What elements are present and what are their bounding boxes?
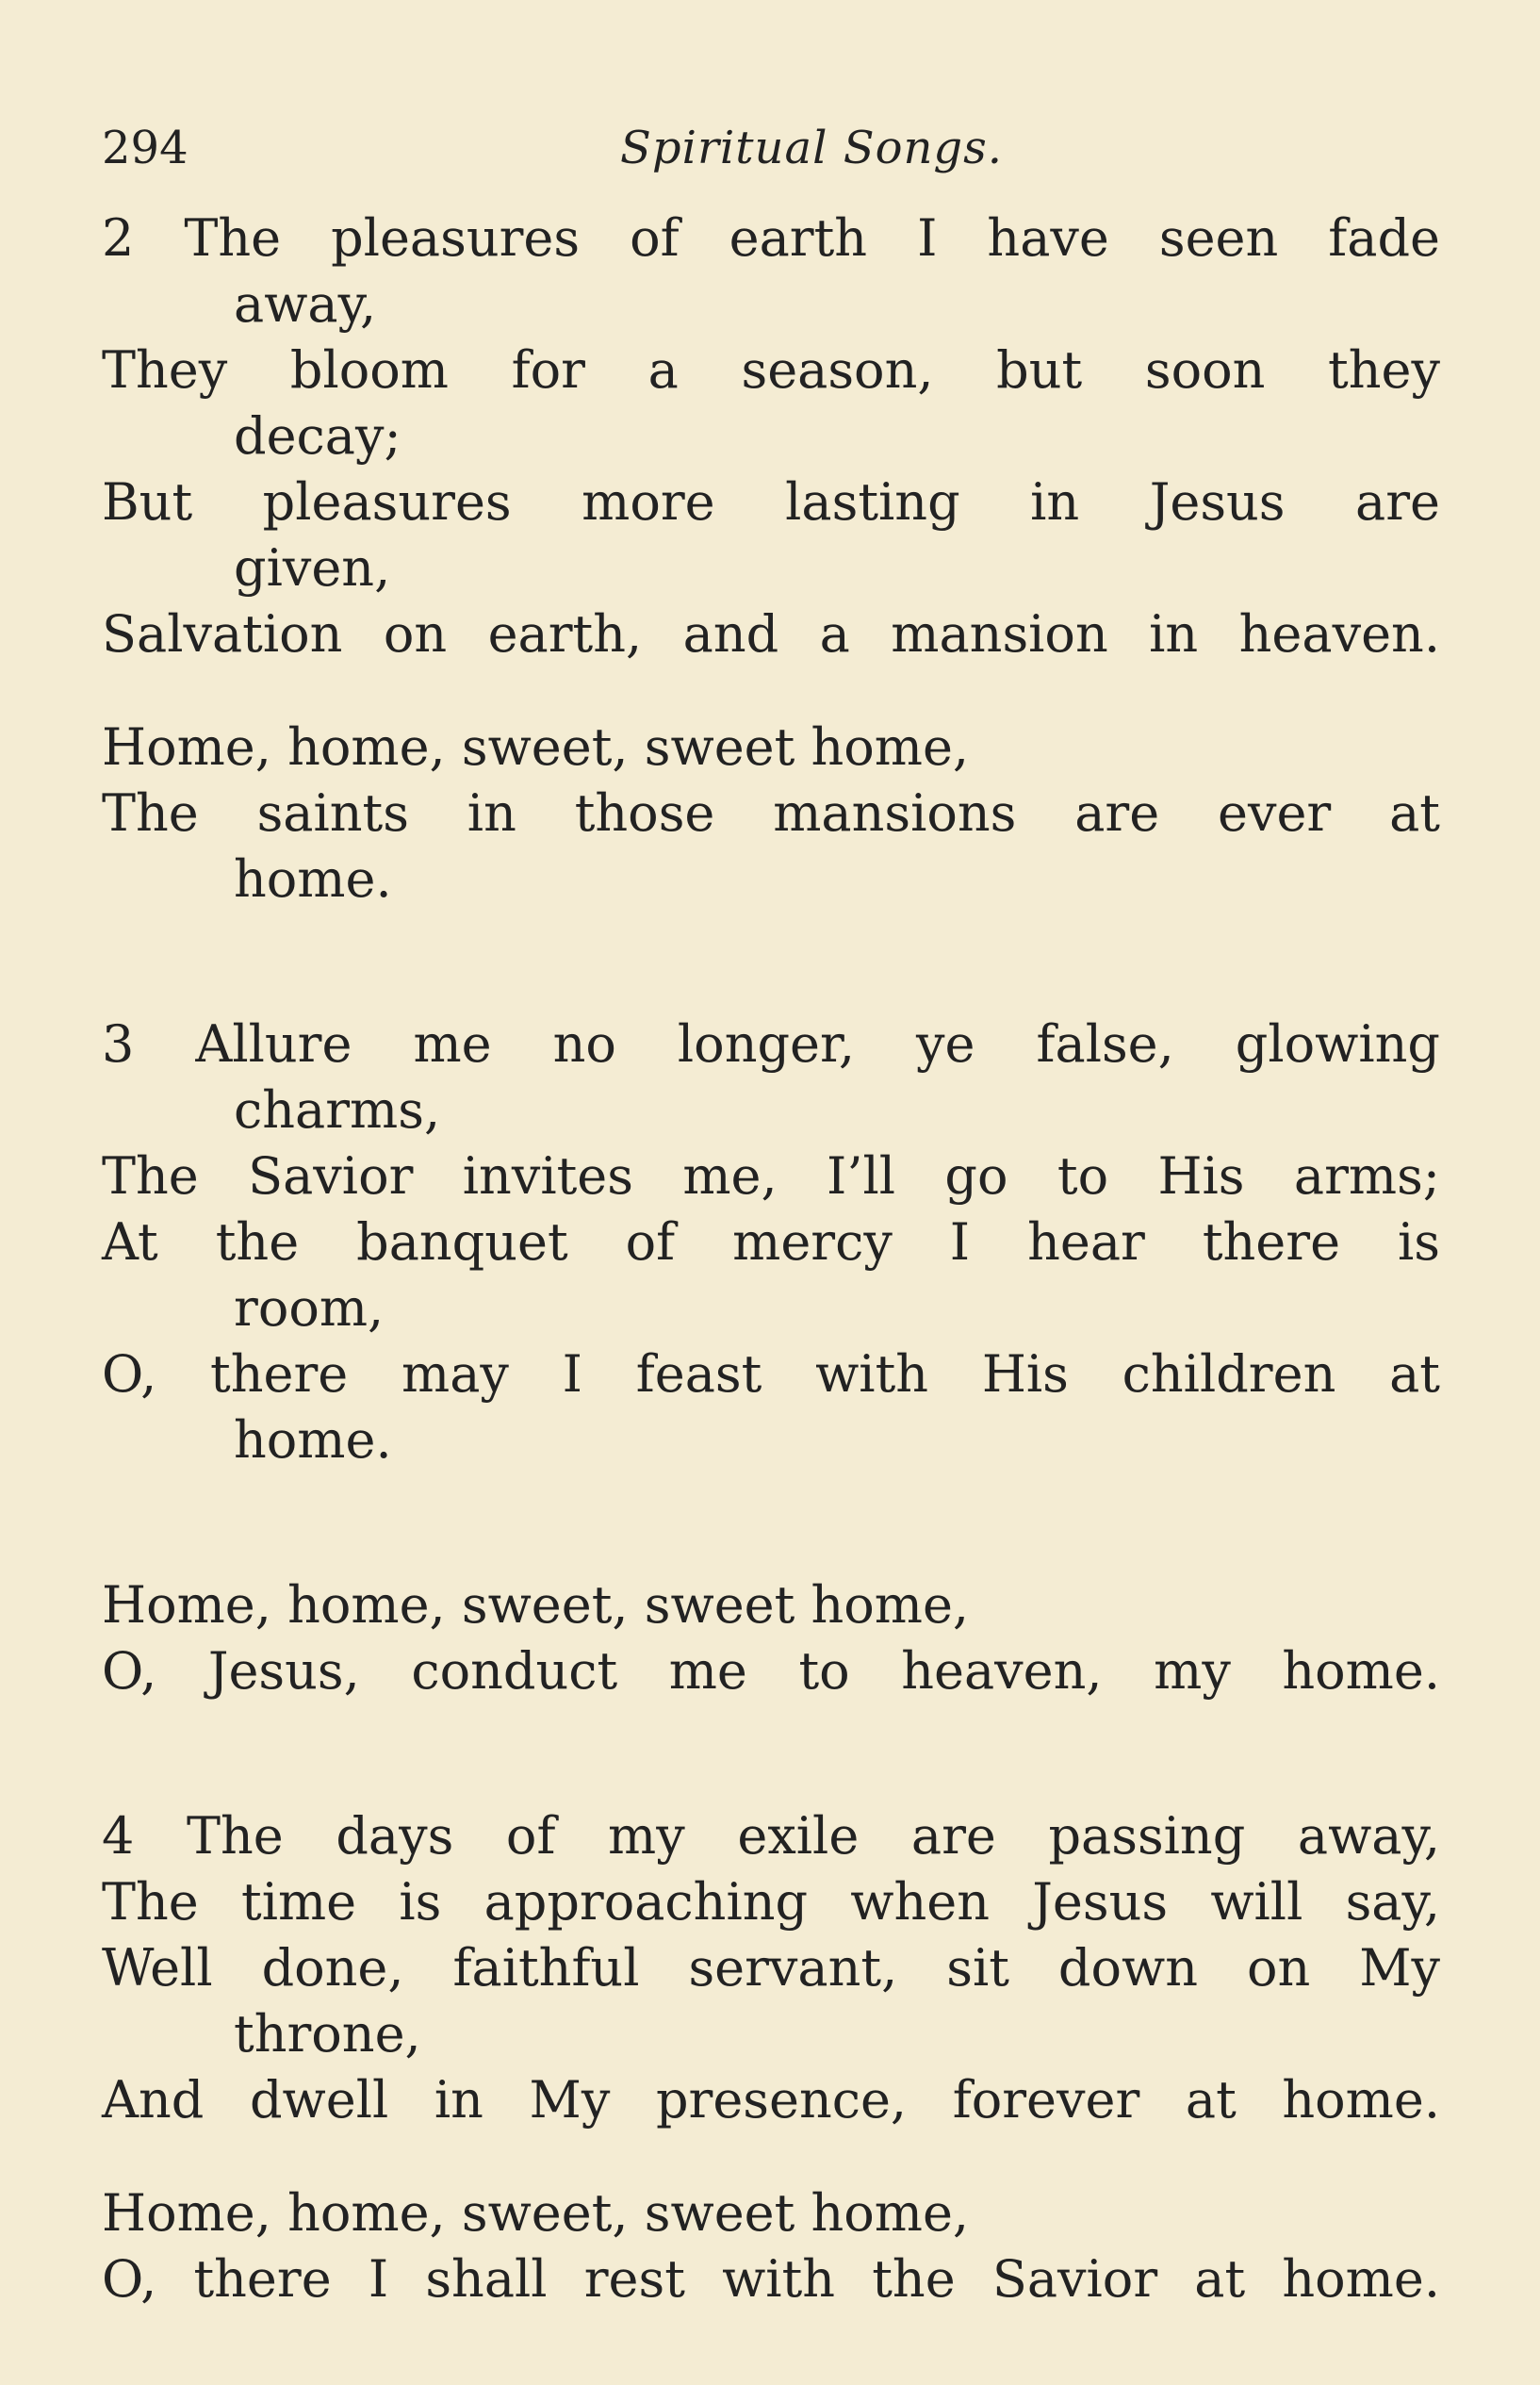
chorus-2	[102, 1572, 1440, 1704]
chorus-line: The saints in those mansions are ever at	[102, 783, 1440, 843]
chorus-line: home.	[234, 849, 392, 909]
stanza-line: home.	[234, 1410, 392, 1470]
chorus-line: O, there I shall rest with the Savior at home.	[102, 2249, 1440, 2309]
running-title: Spiritual Songs.	[620, 122, 1003, 174]
stanza-line: 2 The pleasures of earth I have seen fade	[102, 208, 1440, 268]
stanza-line: They bloom for a season, but soon they	[102, 340, 1440, 400]
stanza-line: And dwell in My presence, forever at home.	[102, 2070, 1440, 2130]
page-number: 294	[102, 122, 188, 174]
stanza-line: But pleasures more lasting in Jesus are	[102, 472, 1440, 532]
stanza-line: room,	[234, 1278, 385, 1338]
chorus-line: Home, home, sweet, sweet home,	[102, 1575, 970, 1635]
page-header	[102, 115, 1440, 181]
stanza-line: 4 The days of my exile are passing away,	[102, 1806, 1440, 1866]
stanza-line: Salvation on earth, and a mansion in heaven.	[102, 604, 1440, 664]
stanza-line: given,	[234, 538, 391, 598]
hymn-text	[102, 206, 1440, 2312]
chorus-line: O, Jesus, conduct me to heaven, my home.	[102, 1641, 1440, 1701]
stanza-line: away,	[234, 274, 377, 334]
stanza-line: O, there may I feast with His children at	[102, 1344, 1440, 1404]
stanza-line: charms,	[234, 1080, 441, 1140]
stanza-line: The time is approaching when Jesus will say,	[102, 1872, 1440, 1932]
stanza-line: The Savior invites me, I’ll go to His arms;	[102, 1146, 1440, 1206]
stanza-line: Well done, faithful servant, sit down on My	[102, 1938, 1440, 1998]
stanza-line: decay;	[234, 406, 401, 466]
chorus-line: Home, home, sweet, sweet home,	[102, 717, 970, 777]
stanza-line: throne,	[234, 2004, 421, 2064]
chorus-3	[102, 2180, 1440, 2312]
stanza-line: 3 Allure me no longer, ye false, glowing	[102, 1014, 1440, 1074]
chorus-line: Home, home, sweet, sweet home,	[102, 2183, 970, 2243]
stanza-2	[102, 206, 1440, 667]
chorus-1	[102, 715, 1440, 913]
stanza-line: At the banquet of mercy I hear there is	[102, 1212, 1440, 1272]
stanza-4	[102, 1803, 1440, 2133]
stanza-3	[102, 1012, 1440, 1473]
